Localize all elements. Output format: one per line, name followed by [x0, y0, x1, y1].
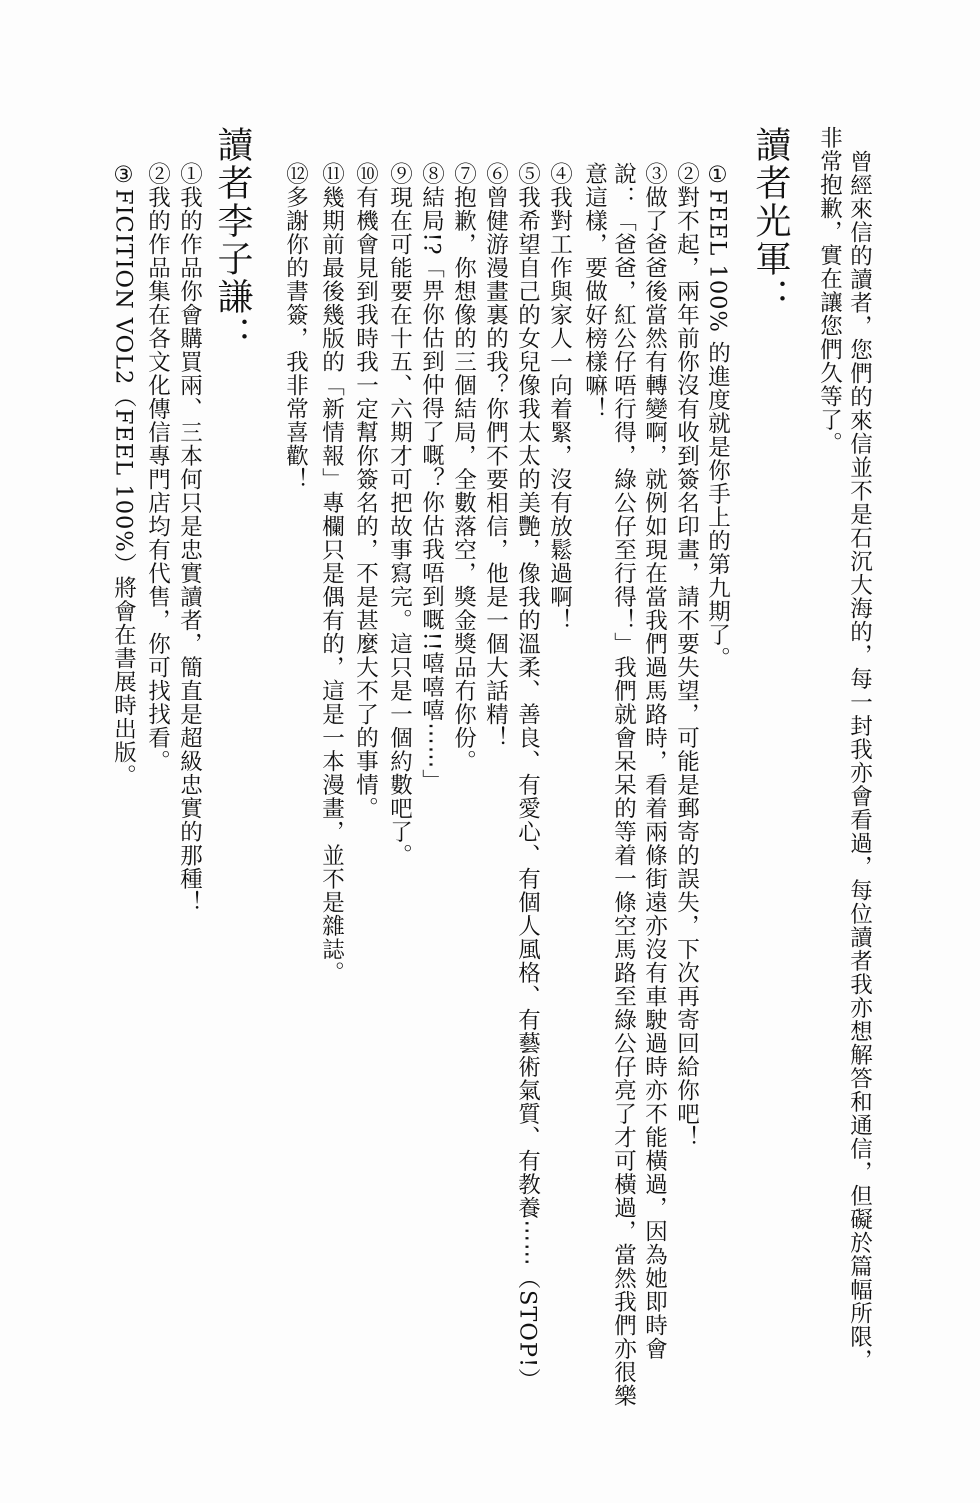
section1-line-6: ④我對工作與家人一向着緊，沒有放鬆過啊！ — [546, 162, 573, 632]
section1-line-14: ⑫多謝你的書簽，我非常喜歡！ — [282, 162, 309, 491]
intro-line-2: 非常抱歉，實在讓您們久等了。 — [816, 126, 843, 455]
section1-line-2: ②對不起，兩年前你沒有收到簽名印畫，請不要失望，可能是郵寄的誤失，下次再寄回給你吧！ — [673, 162, 700, 1149]
section1-heading: 讀者光軍： — [750, 126, 791, 316]
section2-heading: 讀者李子謙： — [212, 126, 253, 354]
section2-line-1: ①我的作品你會購買兩、三本何只是忠實讀者，簡直是超級忠實的那種！ — [176, 162, 203, 914]
section1-line-9: ⑦抱歉，你想像的三個結局，全數落空，獎金獎品冇你份。 — [450, 162, 477, 773]
section1-line-5: 意這樣，要做好榜樣嘛！ — [581, 162, 608, 421]
section2-line-2: ②我的作品集在各文化傳信專門店均有代售，你可找找看。 — [144, 162, 171, 773]
section2-line-3: ③FICITION VOL2（FEEL 100%）將會在書展時出版。 — [110, 162, 137, 788]
section1-line-8: ⑥曾健游漫畫裏的我？你們不要相信，他是一個大話精！ — [482, 162, 509, 750]
section1-line-11: ⑨現在可能要在十五、六期才可把故事寫完。這只是一個約數吧了。 — [386, 162, 413, 867]
section1-line-10: ⑧結局!?「畀你估到仲得了嘅？你估我唔到嘅!!嘻嘻嘻⋯⋯」 — [418, 162, 445, 793]
section1-line-4: 說：「爸爸，紅公仔唔行得，綠公仔至行得！」我們就會呆呆的等着一條空馬路至綠公仔亮了才可橫過，當然我們亦很樂 — [610, 162, 637, 1408]
section1-line-12: ⑩有機會見到我時我一定幫你簽名的，不是甚麼大不了的事情。 — [352, 162, 379, 820]
intro-line-1: 曾經來信的讀者，您們的來信並不是石沉大海的，每一封我亦會看過，每位讀者我亦想解答和通信，但礙於篇幅所限， — [846, 150, 873, 1372]
section1-line-1: ①FEEL 100% 的進度就是你手上的第九期了。 — [704, 162, 731, 671]
section1-line-3: ③做了爸爸後當然有轉變啊，就例如現在當我們過馬路時，看着兩條街遠亦沒有車駛過時亦不能橫過，因為她即時會 — [641, 162, 668, 1361]
section1-line-13: ⑪幾期前最後幾版的「新情報」專欄只是偶有的，這是一本漫畫，並不是雜誌。 — [318, 162, 345, 985]
section1-line-7: ⑤我希望自己的女兒像我太太的美艷，像我的溫柔、善良、有愛心、有個人風格、有藝術氣質、有教養⋯⋯（STOP!） — [514, 162, 541, 1392]
